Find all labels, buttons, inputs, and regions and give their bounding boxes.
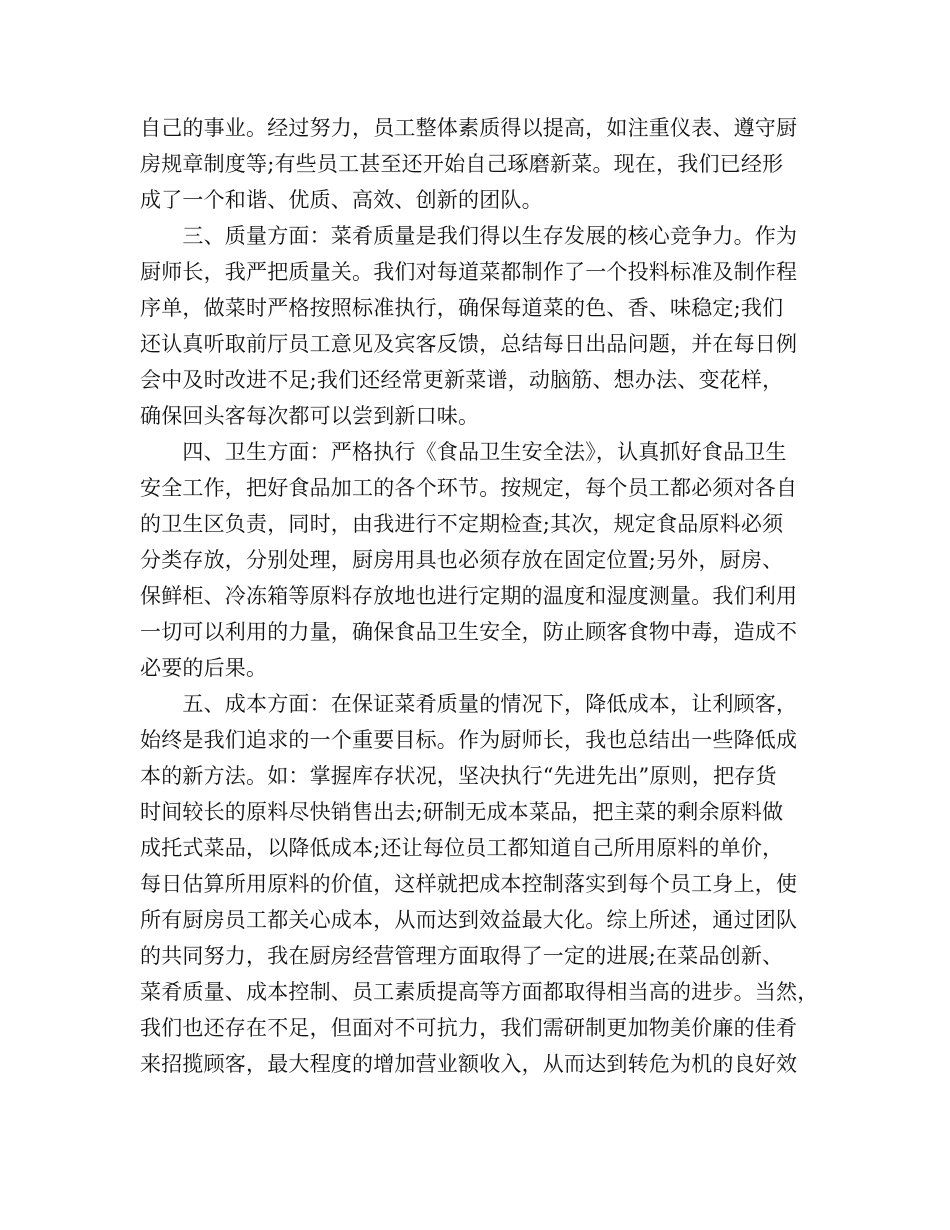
text-line: 菜肴质量、成本控制、员工素质提高等方面都取得相当高的进步。当然，	[140, 980, 819, 1004]
text-line: 来招揽顾客，最大程度的增加营业额收入，从而达到转危为机的良好效	[140, 1052, 798, 1076]
text-line: 我们也还存在不足，但面对不可抗力，我们需研制更加物美价廉的佳肴	[140, 1016, 798, 1040]
paragraph-heading-quality: 三、质量方面：菜肴质量是我们得以生存发展的核心竞争力。作为	[140, 224, 798, 248]
text-line: 每日估算所用原料的价值，这样就把成本控制落实到每个员工身上，使	[140, 872, 798, 896]
text-line: 安全工作，把好食品加工的各个环节。按规定，每个员工都必须对各自	[140, 476, 798, 500]
text-line: 自己的事业。经过努力，员工整体素质得以提高，如注重仪表、遵守厨	[140, 116, 798, 140]
text-line: 所有厨房员工都关心成本，从而达到效益最大化。综上所述，通过团队	[140, 908, 798, 932]
text-line: 成了一个和谐、优质、高效、创新的团队。	[140, 188, 543, 212]
text-line: 保鲜柜、冷冻箱等原料存放地也进行定期的温度和湿度测量。我们利用	[140, 584, 798, 608]
paragraph-heading-hygiene: 四、卫生方面：严格执行《食品卫生安全法》，认真抓好食品卫生	[140, 440, 787, 464]
text-line: 分类存放，分别处理，厨房用具也必须存放在固定位置;另外，厨房、	[140, 548, 784, 572]
text-line: 还认真听取前厅员工意见及宾客反馈，总结每日出品问题，并在每日例	[140, 332, 798, 356]
text-line: 一切可以利用的力量，确保食品卫生安全，防止顾客食物中毒，造成不	[140, 620, 798, 644]
text-line: 必要的后果。	[140, 656, 268, 680]
text-line: 的共同努力，我在厨房经营管理方面取得了一定的进展;在菜品创新、	[140, 944, 784, 968]
text-line: 成托式菜品，以降低成本;还让每位员工都知道自己所用原料的单价，	[140, 836, 784, 860]
text-line: 序单，做菜时严格按照标准执行，确保每道菜的色、香、味稳定;我们	[140, 296, 784, 320]
text-line: 厨师长，我严把质量关。我们对每道菜都制作了一个投料标准及制作程	[140, 260, 798, 284]
text-line: 房规章制度等;有些员工甚至还开始自己琢磨新菜。现在，我们已经形	[140, 152, 784, 176]
text-line: 会中及时改进不足;我们还经常更新菜谱，动脑筋、想办法、变花样，	[140, 368, 784, 392]
text-line: 本的新方法。如：掌握库存状况，坚决执行“先进先出”原则，把存货	[140, 764, 777, 788]
text-line: 确保回头客每次都可以尝到新口味。	[140, 404, 480, 428]
text-line: 的卫生区负责，同时，由我进行不定期检查;其次，规定食品原料必须	[140, 512, 784, 536]
text-line: 时间较长的原料尽快销售出去;研制无成本菜品，把主菜的剩余原料做	[140, 800, 784, 824]
text-line: 始终是我们追求的一个重要目标。作为厨师长，我也总结出一些降低成	[140, 728, 798, 752]
paragraph-heading-cost: 五、成本方面：在保证菜肴质量的情况下，降低成本，让利顾客，	[140, 692, 798, 716]
